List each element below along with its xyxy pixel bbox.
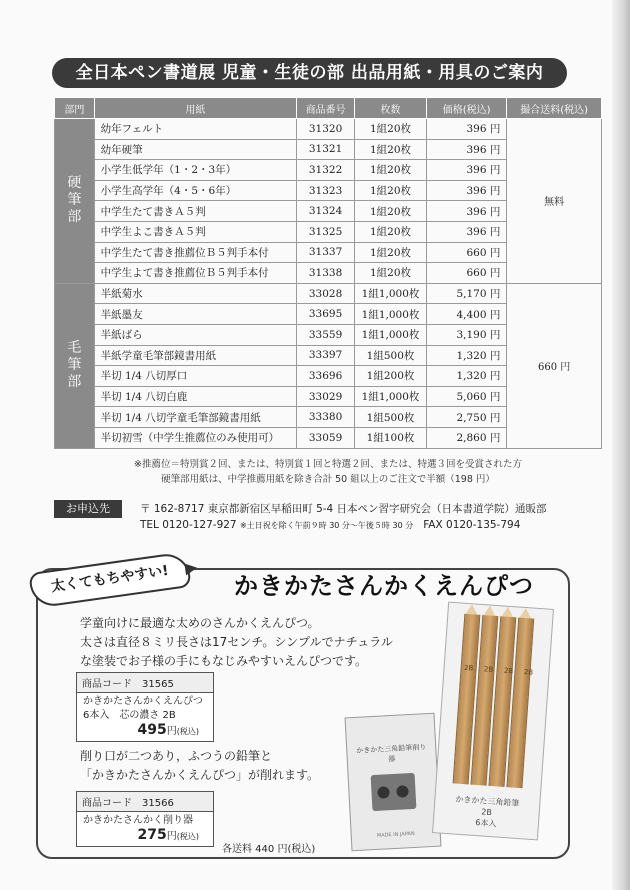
price-cell: 660 円 [427, 242, 507, 263]
price-unit: 円 [166, 726, 177, 737]
product-details [77, 812, 213, 846]
table-row [55, 119, 602, 140]
qty-cell: 1組20枚 [355, 221, 427, 242]
desc-line: 太さは直径８ミリ長さは17センチ。シンプルでナチュラル [80, 635, 393, 649]
pencil-pack-photo [432, 602, 554, 841]
order-label: お申込先 [54, 500, 122, 518]
price-cell: 1,320 円 [427, 345, 507, 366]
desc-line: な塗装でお子様の手にもなじみやすいえんぴつです。 [80, 654, 368, 668]
pencil-mark: 2B [483, 665, 494, 674]
qty-cell: 1組20枚 [355, 119, 427, 140]
code-cell: 31322 [297, 160, 355, 181]
price-tax: (税込) [176, 727, 199, 736]
price-value: 495 [137, 722, 167, 738]
qty-cell: 1組1,000枚 [355, 304, 427, 325]
desc-line: 削り口が二つあり，ふつうの鉛筆と [80, 749, 273, 763]
price-cell: 4,400 円 [427, 304, 507, 325]
note-line: ※推薦位＝特別賞２回、または、特別賞１回と特選２回、または、特選３回を受賞された方 [134, 459, 522, 470]
price-value: 275 [137, 827, 167, 843]
header-price: 価格(税込) [427, 98, 507, 119]
binder-edge [612, 0, 630, 890]
pencil-mark: 2B [463, 663, 474, 673]
price-cell: 396 円 [427, 201, 507, 222]
price-cell: 2,860 円 [427, 427, 507, 448]
code-cell: 33559 [297, 324, 355, 345]
qty-cell: 1組20枚 [355, 139, 427, 160]
price-cell: 3,190 円 [427, 324, 507, 345]
qty-cell: 1組500枚 [355, 345, 427, 366]
price-cell: 396 円 [427, 160, 507, 181]
header-qty: 枚数 [355, 98, 427, 119]
product-name: かきかたさんかくえんぴつ [83, 696, 203, 707]
sharpener-icon [371, 773, 417, 811]
price-cell: 396 円 [427, 180, 507, 201]
order-contact [140, 516, 520, 535]
paper-name-cell: 半紙墨友 [94, 304, 296, 325]
price-cell: 396 円 [427, 221, 507, 242]
code-cell: 33380 [297, 407, 355, 428]
qty-cell: 1組1,000枚 [355, 283, 427, 304]
paper-name-cell: 中学生よこ書きＡ５判 [94, 221, 296, 242]
code-cell: 33059 [297, 427, 355, 448]
price-cell: 5,060 円 [427, 386, 507, 407]
paper-name-cell: 半切 1/4 八切白鹿 [94, 386, 296, 407]
paper-name-cell: 半紙菊水 [94, 283, 296, 304]
order-fax: FAX 0120-135-794 [423, 519, 521, 531]
order-hours: ※土日祝を除く午前９時 30 分～午後５時 30 分 [239, 521, 414, 530]
sharpener-card-label: かきかた三角鉛筆削り器 [356, 743, 427, 764]
promo-title: かきかたさんかくえんぴつ [234, 572, 534, 600]
shipping-cell-hard: 無料 [507, 119, 602, 284]
sharpener-photo [345, 713, 442, 852]
product-price [83, 723, 207, 739]
paper-name-cell: 幼年硬筆 [94, 139, 296, 160]
qty-cell: 1組200枚 [355, 366, 427, 387]
header-code: 商品番号 [297, 98, 355, 119]
code-cell: 31323 [297, 180, 355, 201]
product-box-sharpener [76, 791, 214, 847]
shipping-cell-brush: 660 円 [507, 283, 602, 448]
sharpener-card-fineprint: MADE IN JAPAN [376, 830, 415, 839]
qty-cell: 1組20枚 [355, 201, 427, 222]
header-shipping: 撮合送料(税込) [507, 98, 602, 119]
qty-cell: 1組1,000枚 [355, 386, 427, 407]
promo-ribbon: 太くてもちやすい! [28, 551, 191, 609]
qty-cell: 1組20枚 [355, 160, 427, 181]
product-price [83, 828, 207, 844]
paper-name-cell: 半紙学童毛筆部鏡書用紙 [94, 345, 296, 366]
code-cell: 31325 [297, 221, 355, 242]
code-cell: 31324 [297, 201, 355, 222]
header-dept: 部門 [55, 98, 95, 119]
code-cell: 33695 [297, 304, 355, 325]
code-cell: 33696 [297, 366, 355, 387]
desc-line: 「かきかたさんかくえんぴつ」が削れます。 [80, 768, 320, 782]
header-paper: 用紙 [94, 98, 296, 119]
pack-label-line: かきかた三角鉛筆 [455, 794, 520, 809]
table-body [55, 119, 602, 449]
product-spec: 6本入 芯の濃さ 2B [83, 710, 176, 721]
product-code: 商品コード 31565 [77, 673, 213, 693]
code-cell: 33397 [297, 345, 355, 366]
code-cell: 31337 [297, 242, 355, 263]
page-title-banner: 全日本ペン書道展 児童・生徒の部 出品用紙・用具のご案内 [52, 58, 567, 88]
code-cell: 33028 [297, 283, 355, 304]
promo-description [80, 614, 410, 671]
product-code: 商品コード 31566 [77, 792, 213, 812]
product-name: かきかたさんかく削り器 [83, 815, 193, 826]
price-cell: 396 円 [427, 119, 507, 140]
sharpener-hole [377, 786, 390, 799]
paper-name-cell: 半切初雪（中学生推薦位のみ使用可） [94, 427, 296, 448]
price-cell: 5,170 円 [427, 283, 507, 304]
paper-name-cell: 小学生高学年（4・5・6年） [94, 180, 296, 201]
pencil-mark: 2B [503, 666, 514, 676]
table-header-row [55, 98, 602, 119]
desc-line: 学童向けに最適な太めのさんかくえんぴつ。 [80, 616, 320, 630]
code-cell: 31320 [297, 119, 355, 140]
paper-name-cell: 半切 1/4 八切学童毛筆部鏡書用紙 [94, 407, 296, 428]
qty-cell: 1組20枚 [355, 242, 427, 263]
qty-cell: 1組20枚 [355, 180, 427, 201]
qty-cell: 1組20枚 [355, 263, 427, 284]
product-box-pencils [76, 672, 214, 742]
table-notes [54, 457, 602, 487]
pack-label-line: 6本入 [475, 818, 497, 829]
paper-name-cell: 小学生低学年（1・2・3年） [94, 160, 296, 181]
note-line: 硬筆部用紙は、中学推薦用紙を除き合計 50 組以上のご注文で半額（198 円） [161, 474, 495, 485]
price-tax: (税込) [176, 832, 199, 841]
sharpener-hole [396, 785, 409, 798]
order-tel[interactable]: TEL 0120-127-927 [140, 519, 237, 531]
pencil-pack-label [444, 793, 530, 832]
price-cell: 660 円 [427, 263, 507, 284]
dept-cell-hard: 硬 筆 部 [55, 119, 95, 284]
paper-name-cell: 中学生たて書き推薦位Ｂ５判手本付 [94, 242, 296, 263]
price-unit: 円 [166, 831, 177, 842]
price-cell: 1,320 円 [427, 366, 507, 387]
product-table [54, 97, 602, 449]
order-address: 〒 162-8717 東京都新宿区早稲田町 5-4 日本ペン習字研究会（日本書道学院）通販部 [140, 503, 547, 515]
code-cell: 31321 [297, 139, 355, 160]
sharpener-description [80, 747, 319, 785]
paper-name-cell: 半切 1/4 八切厚口 [94, 366, 296, 387]
dept-cell-brush: 毛 筆 部 [55, 283, 95, 448]
code-cell: 31338 [297, 263, 355, 284]
price-cell: 2,750 円 [427, 407, 507, 428]
pencil-mark: 2B [523, 668, 534, 677]
price-cell: 396 円 [427, 139, 507, 160]
paper-name-cell: 中学生たて書きＡ５判 [94, 201, 296, 222]
paper-name-cell: 中学生よて書き推薦位Ｂ５判手本付 [94, 263, 296, 284]
qty-cell: 1組500枚 [355, 407, 427, 428]
table-row [55, 283, 602, 304]
qty-cell: 1組1,000枚 [355, 324, 427, 345]
product-details [77, 693, 213, 741]
paper-name-cell: 幼年フェルト [94, 119, 296, 140]
pack-label-line: 2B [481, 807, 493, 818]
code-cell: 33029 [297, 386, 355, 407]
paper-name-cell: 半紙ばら [94, 324, 296, 345]
shipping-fee: 各送料 440 円(税込) [222, 844, 316, 855]
qty-cell: 1組100枚 [355, 427, 427, 448]
